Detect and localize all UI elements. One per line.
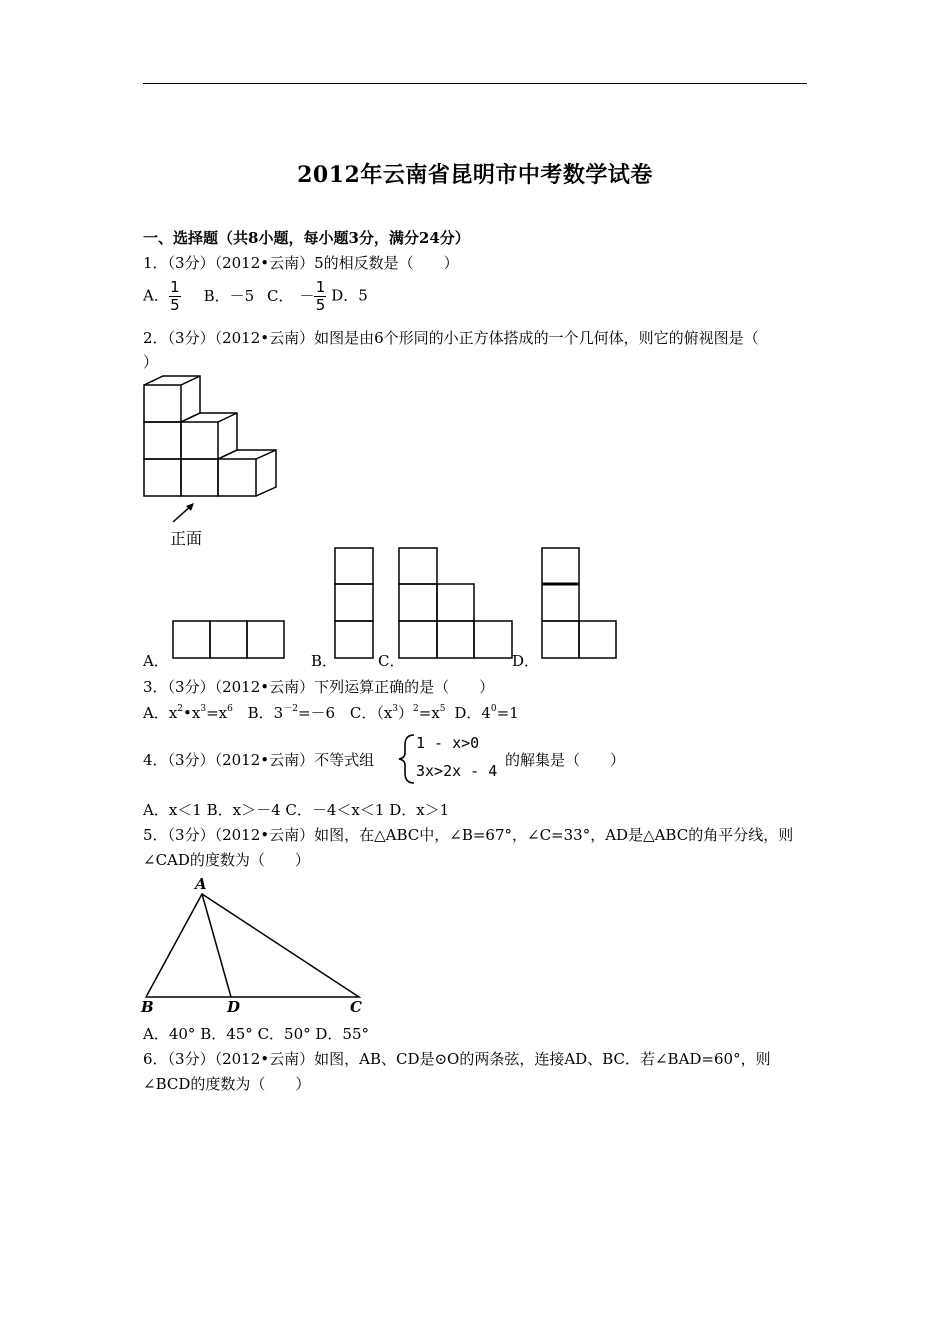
q1-option-d: D．5 [331, 286, 368, 305]
q3-a-eq: =x [206, 704, 228, 722]
q6-stem-line2: ∠BCD的度数为（ ） [143, 1075, 311, 1093]
q4-inequality-1: 1 - x>0 [416, 734, 480, 752]
vertex-label-b: B [141, 998, 154, 1016]
q3-c-exp2: 2 [413, 704, 419, 714]
q2-option-c-label: C． [378, 652, 405, 670]
q5-options: A．40° B．45° C．50° D．55° [143, 1025, 370, 1043]
q1-c-sign: － [299, 286, 315, 305]
q3-d-base: D．4 [454, 704, 491, 722]
q2-stem-line2: ） [143, 353, 159, 371]
q3-d-exp: 0 [490, 704, 497, 714]
q1-stem: 1．（3分）（2012•云南）5的相反数是（ ） [143, 254, 459, 272]
q3-stem: 3．（3分）（2012•云南）下列运算正确的是（ ） [143, 678, 495, 696]
q1-c-numerator: 1 [315, 278, 326, 296]
q2-option-b-label: B． [311, 652, 338, 670]
q2-option-a-label: A． [143, 652, 169, 670]
q1-c-denominator: 5 [315, 296, 326, 314]
q2-stem-line1: 2．（3分）（2012•云南）如图是由6个形同的小正方体搭成的一个几何体，则它的俯视图是（ [143, 329, 759, 347]
q3-b-post: =－6 [297, 704, 336, 722]
q1-option-c-label: C． [266, 286, 294, 305]
q3-c-mid: ） [398, 704, 414, 722]
point-label-d: D [227, 998, 241, 1016]
q3-a-base: A．x [143, 704, 178, 722]
q4-options: A．x＜1 B．x＞－4 C．－4＜x＜1 D．x＞1 [143, 801, 450, 819]
q1-a-denominator: 5 [170, 296, 180, 314]
q2-option-d-label: D． [512, 652, 540, 670]
front-label: 正面 [170, 529, 203, 548]
q3-a-exp3: 6 [227, 704, 233, 714]
q6-stem-line1: 6．（3分）（2012•云南）如图，AB、CD是⊙O的两条弦，连接AD、BC．若∠BAD=60°，则 [143, 1050, 771, 1068]
q4-stem-pre: 4．（3分）（2012•云南）不等式组 [143, 751, 375, 769]
q3-b-exp: －2 [283, 704, 298, 714]
q3-c-eq: =x [418, 704, 440, 722]
q3-c-exp3: 5 [439, 704, 446, 714]
section-heading: 一、选择题（共8小题，每小题3分，满分24分） [143, 229, 470, 247]
q5-stem-line2: ∠CAD的度数为（ ） [143, 851, 310, 869]
q3-c-exp1: 3 [392, 704, 399, 714]
vertex-label-a: A [195, 875, 207, 893]
q5-stem-line1: 5．（3分）（2012•云南）如图，在△ABC中，∠B=67°，∠C=33°，AD是△ABC的角平分线，则 [143, 826, 794, 844]
q3-b-base: B．3 [247, 704, 284, 722]
q3-a-exp1: 2 [177, 704, 184, 714]
q3-a-mid: •x [183, 704, 201, 722]
q1-option-b: B．－5 [203, 286, 255, 305]
q4-inequality-2: 3x>2x - 4 [416, 762, 498, 780]
q3-a-exp2: 3 [200, 704, 207, 714]
vertex-label-c: C [350, 998, 362, 1016]
q3-c-base: C．（x [349, 704, 393, 722]
q1-a-numerator: 1 [170, 278, 180, 296]
q3-d-post: =1 [496, 704, 519, 722]
q4-stem-post: 的解集是（ ） [505, 751, 626, 769]
q1-option-a-label: A． [143, 286, 169, 305]
exam-title: 2012年云南省昆明市中考数学试卷 [297, 162, 653, 188]
triangle-abc [146, 894, 359, 997]
